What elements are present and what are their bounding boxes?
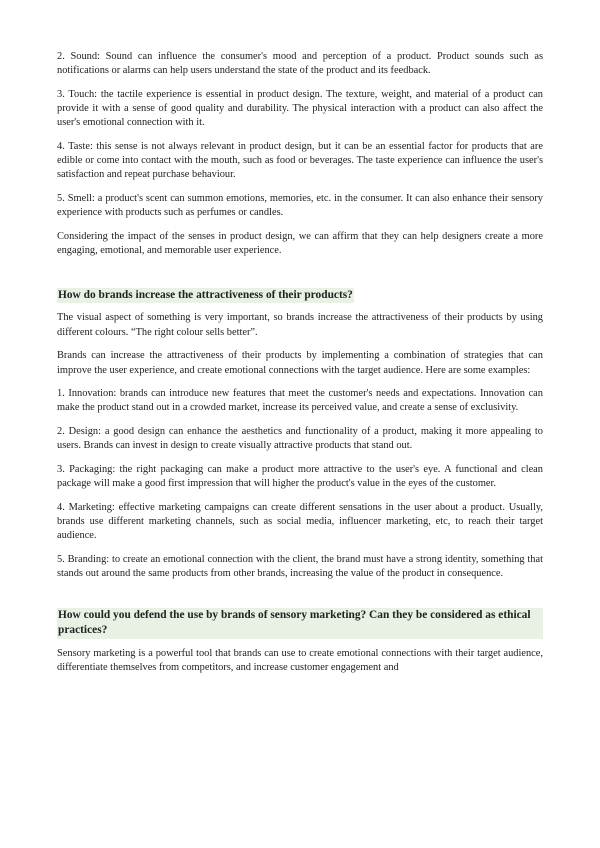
attractiveness-strategies-paragraph: Brands can increase the attractiveness of their products by implementing a combination of strategies that can improve the user experience, and create emotional connections with the target audience. Here are some examples: <box>57 350 543 376</box>
attractiveness-heading: How do brands increase the attractiveness of their products? <box>57 288 354 304</box>
marketing-paragraph: 4. Marketing: effective marketing campaigns can create different sensations in the user about a product. Usually, brands use different marketing channels, such as social media, influencer marketing, etc, to reach their target audience. <box>57 501 543 542</box>
sense-smell-paragraph: 5. Smell: a product's scent can summon emotions, memories, etc. in the consumer. It can also enhance their sensory experience with products such as perfumes or candles. <box>57 193 543 219</box>
attractiveness-intro-paragraph: The visual aspect of something is very important, so brands increase the attractiveness of their products by using different colours. “The right colour sells better”. <box>57 312 543 338</box>
design-paragraph: 2. Design: a good design can enhance the aesthetics and functionality of a product, making it more appealing to users. Brands can invest in design to create visually attractive products that stand out. <box>57 426 543 452</box>
section-spacer <box>57 268 543 288</box>
sense-taste-paragraph: 4. Taste: this sense is not always relevant in product design, but it can be an essential factor for products that are edible or come into contact with the mouth, such as food or beverages. The taste experience can influence the user's satisfaction and repeat purchase behaviour. <box>57 141 543 181</box>
ethics-intro-paragraph: Sensory marketing is a powerful tool that brands can use to create emotional connections with their target audience, differentiate themselves from competitors, and increase customer engagement and <box>57 647 543 674</box>
ethics-heading: How could you defend the use by brands of sensory marketing? Can they be considered as ethical practices? <box>57 608 543 639</box>
sense-touch-paragraph: 3. Touch: the tactile experience is essential in product design. The texture, weight, and material of a product can provide it with a sense of good quality and durability. The physical interaction with a product can also affect the user's emotional connection with it. <box>57 88 543 129</box>
section-spacer <box>57 639 543 647</box>
section-spacer <box>57 591 543 608</box>
packaging-paragraph: 3. Packaging: the right packaging can make a product more attractive to the user's eye. A functional and clean package will make a good first impression that will higher the product's value in the eyes of the customer. <box>57 464 543 490</box>
innovation-paragraph: 1. Innovation: brands can introduce new features that meet the customer's needs and expectations. Innovation can make the product stand out in a crowded market, increase its perceived value, and create a sense of exclusivity. <box>57 388 543 414</box>
senses-conclusion-paragraph: Considering the impact of the senses in product design, we can affirm that they can help designers create a more engaging, emotional, and memorable user experience. <box>57 231 543 257</box>
sense-sound-paragraph: 2. Sound: Sound can influence the consumer's mood and perception of a product. Product sounds such as notifications or alarms can help users understand the state of the product and its feedback. <box>57 51 543 77</box>
section-spacer <box>57 303 543 311</box>
branding-paragraph: 5. Branding: to create an emotional connection with the client, the brand must have a strong identity, something that stands out around the same products from other brands, increasing the value of the product in consequence. <box>57 554 543 580</box>
document-page <box>57 50 543 685</box>
